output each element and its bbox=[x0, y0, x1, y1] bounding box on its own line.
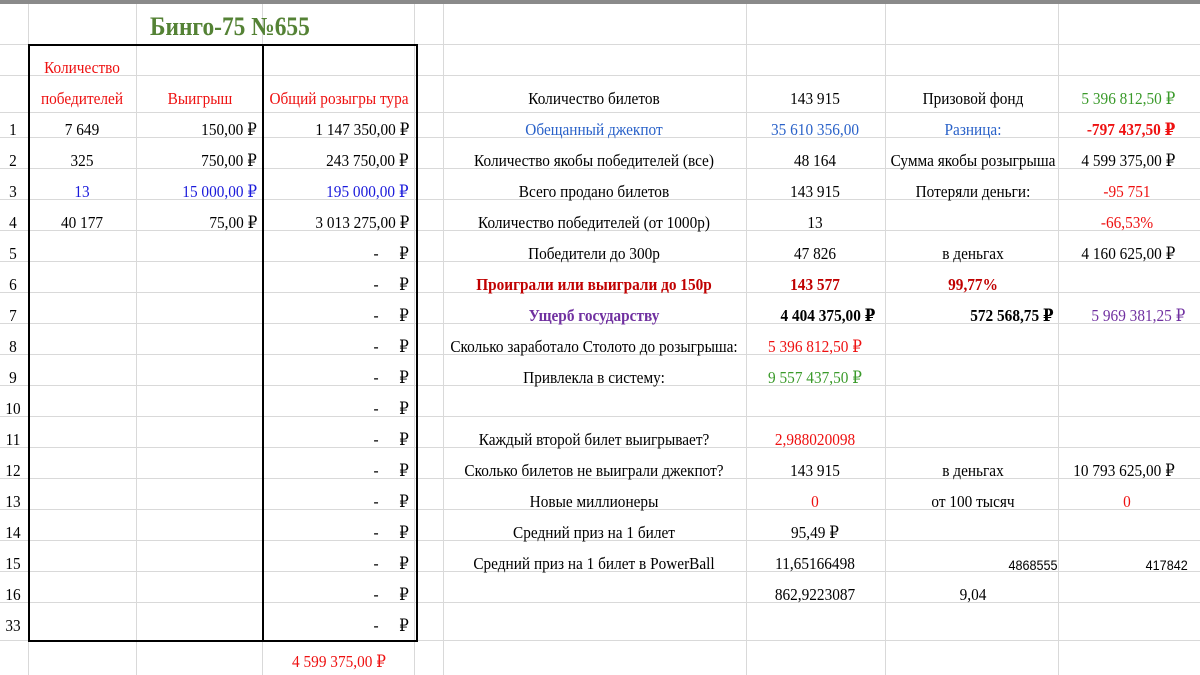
sheet-title: Бинго-75 №655 bbox=[150, 12, 310, 41]
lost-or-150-value: 143 577 bbox=[790, 275, 840, 294]
row-number: 14 bbox=[5, 523, 21, 542]
row-number: 4 bbox=[9, 213, 17, 232]
attracted-label: Привлекла в систему: bbox=[523, 368, 665, 387]
row-number: 2 bbox=[9, 151, 17, 170]
every-second-value: 2,988020098 bbox=[774, 430, 856, 449]
empty-total-dash: - bbox=[373, 523, 379, 542]
row-number: 12 bbox=[5, 461, 21, 480]
row-number: 1 bbox=[9, 120, 17, 139]
empty-total-dash: - bbox=[373, 337, 379, 356]
empty-total-currency: ₽ bbox=[399, 244, 409, 263]
grid-col-line bbox=[746, 4, 747, 675]
tickets-sold-label: Всего продано билетов bbox=[518, 182, 670, 201]
grid-col-line bbox=[443, 4, 444, 675]
row-number: 7 bbox=[9, 306, 17, 325]
from-100k-value: 0 bbox=[1123, 492, 1131, 511]
in-money-value: 4 160 625,00 ₽ bbox=[1081, 244, 1175, 263]
empty-total-dash: - bbox=[373, 306, 379, 325]
empty-total-currency: ₽ bbox=[399, 368, 409, 387]
stoloto-earned-label: Сколько заработало Столото до розыгрыша: bbox=[450, 337, 738, 356]
prize-cell: 150,00 ₽ bbox=[201, 120, 257, 139]
lost-or-150-percent: 99,77% bbox=[948, 275, 998, 294]
empty-total-currency: ₽ bbox=[399, 430, 409, 449]
empty-total-currency: ₽ bbox=[399, 399, 409, 418]
winners-count-cell: 325 bbox=[70, 151, 94, 170]
powerball-number-2: 417842 bbox=[1145, 557, 1188, 573]
prize-cell: 750,00 ₽ bbox=[201, 151, 257, 170]
header-total-draw: Общий розыгры тура bbox=[269, 89, 409, 108]
winners-300-label: Победители до 300р bbox=[528, 244, 660, 263]
not-won-jackpot-value: 143 915 bbox=[790, 461, 840, 480]
row16-value-2: 9,04 bbox=[959, 585, 987, 604]
winners-count-cell: 7 649 bbox=[64, 120, 100, 139]
grid-col-line bbox=[885, 4, 886, 675]
avg-prize-powerball-value: 11,65166498 bbox=[775, 554, 855, 573]
row-number: 5 bbox=[9, 244, 17, 263]
ticket-count-label: Количество билетов bbox=[528, 89, 660, 108]
avg-prize-value: 95,49 ₽ bbox=[791, 523, 839, 542]
damage-label: Ущерб государству bbox=[528, 306, 660, 325]
header-winners-count-line2: победителей bbox=[40, 89, 124, 108]
prize-fund-value: 5 396 812,50 ₽ bbox=[1081, 89, 1175, 108]
winners-count-cell: 40 177 bbox=[60, 213, 104, 232]
new-millionaires-value: 0 bbox=[811, 492, 819, 511]
not-won-jackpot-label: Сколько билетов не выиграли джекпот? bbox=[464, 461, 724, 480]
row-number: 13 bbox=[5, 492, 21, 511]
grid-col-line bbox=[1058, 4, 1059, 675]
alleged-winners-value: 48 164 bbox=[793, 151, 837, 170]
row-number: 15 bbox=[5, 554, 21, 573]
in-money-label-2: в деньгах bbox=[942, 461, 1004, 480]
empty-total-currency: ₽ bbox=[399, 461, 409, 480]
in-money-label: в деньгах bbox=[942, 244, 1004, 263]
header-winners-count-line1: Количество bbox=[44, 58, 120, 77]
empty-total-dash: - bbox=[373, 244, 379, 263]
empty-total-currency: ₽ bbox=[399, 306, 409, 325]
in-money-value-2: 10 793 625,00 ₽ bbox=[1073, 461, 1175, 480]
stoloto-earned-value: 5 396 812,50 ₽ bbox=[768, 337, 862, 356]
damage-value: 4 404 375,00 ₽ bbox=[780, 306, 875, 325]
alleged-sum-value: 4 599 375,00 ₽ bbox=[1081, 151, 1175, 170]
lost-money-value: -95 751 bbox=[1103, 182, 1151, 201]
winners-1000-label: Количество победителей (от 1000р) bbox=[478, 213, 710, 232]
avg-prize-powerball-label: Средний приз на 1 билет в PowerBall bbox=[473, 554, 715, 573]
total-draw-cell: 1 147 350,00 ₽ bbox=[315, 120, 409, 139]
row-number: 9 bbox=[9, 368, 17, 387]
row-number: 16 bbox=[5, 585, 21, 604]
empty-total-currency: ₽ bbox=[399, 585, 409, 604]
row-number: 11 bbox=[5, 430, 21, 449]
powerball-number-1: 4868555 bbox=[1008, 557, 1058, 573]
attracted-value: 9 557 437,50 ₽ bbox=[768, 368, 862, 387]
prize-cell: 75,00 ₽ bbox=[209, 213, 257, 232]
difference-label: Разница: bbox=[944, 120, 1002, 139]
difference-value: -797 437,50 ₽ bbox=[1086, 120, 1175, 139]
empty-total-currency: ₽ bbox=[399, 275, 409, 294]
from-100k-label: от 100 тысяч bbox=[931, 492, 1015, 511]
alleged-sum-label: Сумма якобы розыгрыша bbox=[890, 151, 1056, 170]
every-second-label: Каждый второй билет выигрывает? bbox=[478, 430, 710, 449]
damage-value-2: 572 568,75 ₽ bbox=[970, 306, 1054, 325]
empty-total-dash: - bbox=[373, 616, 379, 635]
empty-total-dash: - bbox=[373, 275, 379, 294]
empty-total-currency: ₽ bbox=[399, 492, 409, 511]
window-top-bar bbox=[0, 0, 1200, 4]
empty-total-dash: - bbox=[373, 585, 379, 604]
row-number: 33 bbox=[5, 616, 21, 635]
empty-total-dash: - bbox=[373, 461, 379, 480]
lost-or-150-label: Проиграли или выиграли до 150р bbox=[476, 275, 712, 294]
empty-total-dash: - bbox=[373, 399, 379, 418]
total-draw-cell: 195 000,00 ₽ bbox=[326, 182, 409, 201]
lost-percent: -66,53% bbox=[1100, 213, 1154, 232]
row-number: 10 bbox=[5, 399, 21, 418]
left-table-divider bbox=[262, 44, 264, 640]
promised-jackpot-label: Обещанный джекпот bbox=[525, 120, 663, 139]
grand-total: 4 599 375,00 ₽ bbox=[292, 652, 386, 671]
empty-total-dash: - bbox=[373, 368, 379, 387]
prize-fund-label: Призовой фонд bbox=[922, 89, 1024, 108]
row16-value: 862,9223087 bbox=[774, 585, 856, 604]
header-prize: Выигрыш bbox=[167, 89, 233, 108]
lost-money-label: Потеряли деньги: bbox=[915, 182, 1031, 201]
row-number: 6 bbox=[9, 275, 17, 294]
empty-total-currency: ₽ bbox=[399, 554, 409, 573]
damage-value-3: 5 969 381,25 ₽ bbox=[1091, 306, 1185, 325]
row-number: 3 bbox=[9, 182, 17, 201]
empty-total-dash: - bbox=[373, 430, 379, 449]
total-draw-cell: 3 013 275,00 ₽ bbox=[315, 213, 409, 232]
ticket-count-value: 143 915 bbox=[790, 89, 840, 108]
empty-total-currency: ₽ bbox=[399, 337, 409, 356]
new-millionaires-label: Новые миллионеры bbox=[529, 492, 659, 511]
prize-cell: 15 000,00 ₽ bbox=[182, 182, 257, 201]
avg-prize-label: Средний приз на 1 билет bbox=[513, 523, 675, 542]
row-number: 8 bbox=[9, 337, 17, 356]
winners-count-cell: 13 bbox=[74, 182, 90, 201]
tickets-sold-value: 143 915 bbox=[790, 182, 840, 201]
alleged-winners-label: Количество якобы победителей (все) bbox=[474, 151, 714, 170]
winners-300-value: 47 826 bbox=[793, 244, 837, 263]
empty-total-dash: - bbox=[373, 554, 379, 573]
winners-1000-value: 13 bbox=[807, 213, 823, 232]
total-draw-cell: 243 750,00 ₽ bbox=[326, 151, 409, 170]
empty-total-currency: ₽ bbox=[399, 616, 409, 635]
empty-total-dash: - bbox=[373, 492, 379, 511]
empty-total-currency: ₽ bbox=[399, 523, 409, 542]
promised-jackpot-value: 35 610 356,00 bbox=[771, 120, 859, 139]
